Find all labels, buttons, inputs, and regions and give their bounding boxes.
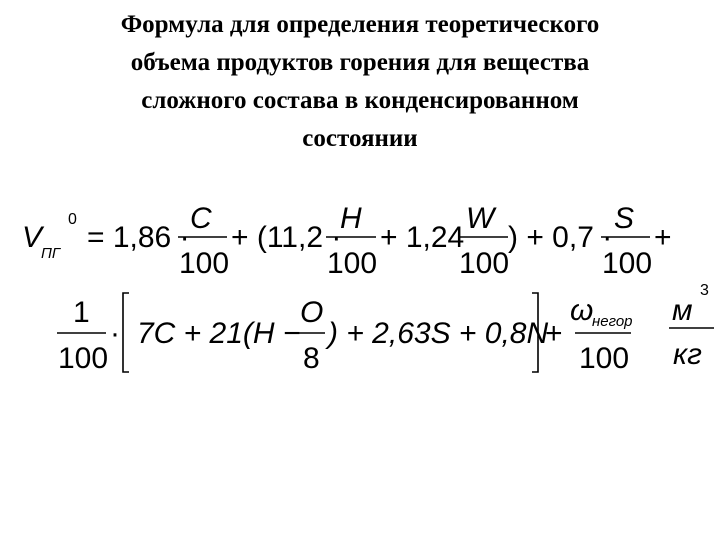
title-line-2: объема продуктов горения для вещества <box>130 49 590 76</box>
left-bracket <box>123 293 129 372</box>
multiply-dot: · <box>110 317 120 350</box>
denominator-oxygen: 8 <box>303 342 320 375</box>
coef-hydrogen: + (11,2 · <box>231 221 342 254</box>
title-line-1: Формула для определения теоретического <box>120 11 600 38</box>
unit-numerator: м <box>672 294 693 327</box>
coef-water: + 1,24 <box>380 221 465 254</box>
inner-expression-end: ) + 2,63S + 0,8N <box>328 317 549 350</box>
denominator-hydrogen: 100 <box>327 247 378 280</box>
numerator-sulfur: S <box>614 202 635 235</box>
denominator-water: 100 <box>459 247 510 280</box>
omega-subscript: негор <box>592 313 633 330</box>
numerator-one: 1 <box>73 296 90 329</box>
title-line-3: сложного состава в конденсированном <box>141 87 579 114</box>
numerator-oxygen: O <box>300 296 324 329</box>
omega-symbol: ω <box>570 294 594 327</box>
volume-subscript: ПГ <box>41 245 61 262</box>
coef-sulfur: ) + 0,7 · <box>508 221 613 254</box>
denominator-omega: 100 <box>579 342 630 375</box>
denominator-carbon: 100 <box>179 247 230 280</box>
volume-symbol: V <box>22 221 43 254</box>
numerator-hydrogen: H <box>340 202 362 235</box>
numerator-carbon: C <box>190 202 212 235</box>
inner-expression-start: 7C + 21(H − <box>137 317 301 350</box>
unit-superscript: 3 <box>700 282 709 299</box>
denominator-one: 100 <box>58 342 109 375</box>
plus-moisture: + <box>545 317 563 350</box>
title-line-4: состоянии <box>302 125 418 152</box>
plus-continuation: + <box>654 221 672 254</box>
numerator-water: W <box>466 202 495 235</box>
denominator-sulfur: 100 <box>602 247 653 280</box>
volume-superscript: 0 <box>68 211 77 228</box>
unit-denominator: кг <box>673 338 702 371</box>
coef-carbon: = 1,86 · <box>87 221 190 254</box>
